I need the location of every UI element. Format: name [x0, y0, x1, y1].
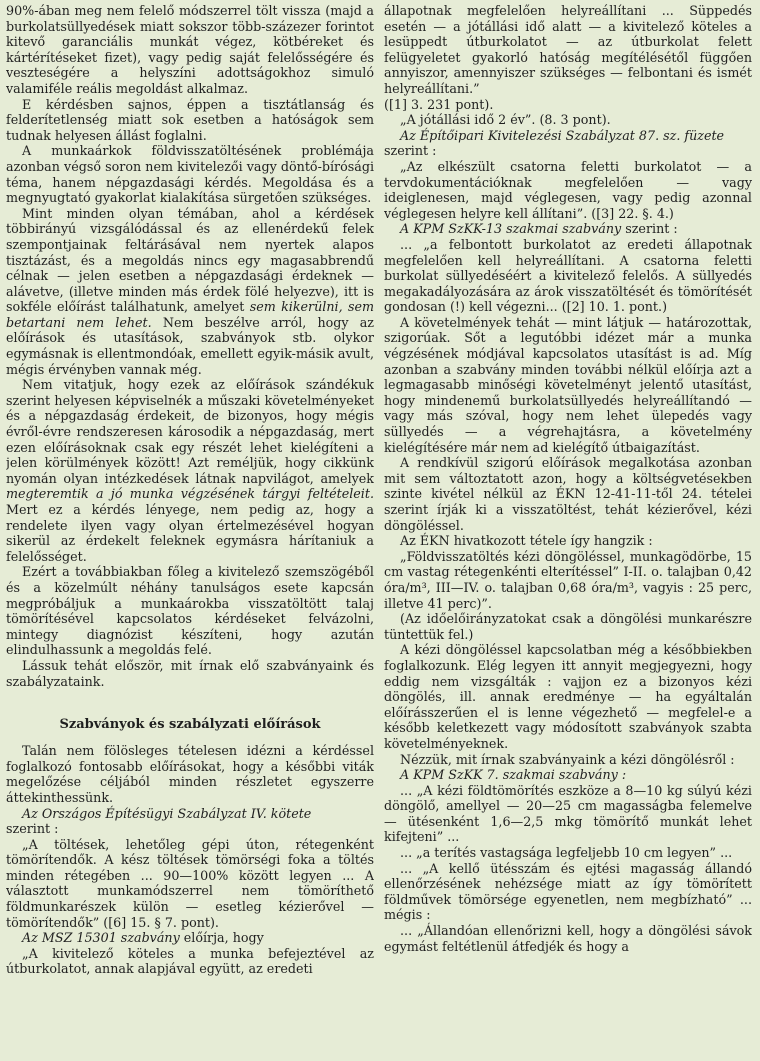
source-tail: előírja, hogy: [179, 930, 264, 946]
text-run: Mert ez a kérdés lényege, nem pedig az, hogy a rendelete ilyen vagy olyan értelmezésével hogyan sikerül az érdekelt feleknek egymásra hárítaniuk a felelősséget.: [6, 502, 374, 564]
source-line: [384, 128, 752, 144]
source-title: Az Építőipari Kivitelezési Szabályzat 87. sz. füzete: [400, 127, 725, 143]
source-tail: szerint :: [621, 221, 678, 237]
quotation: „A jótállási idő 2 év”. (8. 3 pont).: [400, 112, 611, 128]
left-column: [6, 3, 374, 1061]
text-run: Nem vitatjuk, hogy ezek az előírások szándékuk szerint helyesen képviselnék a műszaki követelményeket és a népgazdaság érdekeit, de bizonyos, hogy mégis évről-évre rendszeresen károsodik a népgazdaság, mert ezen előírásoknak csak egy részét lehet kielégíteni a jelen körülmények között! Azt reméljük, hogy cikkünk nyomán olyan intézkedések látnak napvilágot, amelyek: [6, 377, 374, 486]
paragraph: [6, 377, 374, 564]
source-tail: szerint :: [384, 143, 437, 159]
emphasis-text: sem kikerülni, sem betartani nem lehet.: [6, 299, 374, 330]
paragraph: 90%-ában meg nem felelő módszerrel tölt vissza (majd a burkolatsüllyedések miatt sokszor több-százezer forintot kitevő garanciális munkát végez, kötbéreket és kártérítéseket fizet), vagy pedig saját felelősségére és veszteségére a helyszíni adottságokhoz simuló valamiféle reális megoldást alkalmaz.: [6, 3, 374, 96]
paragraph: A kézi döngöléssel kapcsolatban még a későbbiekben foglalkozunk. Elég legyen itt annyit megjegyezni, hogy eddig nem vizsgálták : vajjon ez a bizonyos kézi döngölés, ill. annak eredménye — ha egyáltalán előírásszerűen el is lenne végezhető — megfelel-e a később keletkezett vagy módosított szabványok szabta követelményeknek.: [384, 642, 752, 751]
paragraph: [6, 206, 374, 378]
source-tail: szerint :: [6, 821, 59, 837]
section-heading: Szabványok és szabályzati előírások: [59, 717, 321, 733]
quotation: ... „Állandóan ellenőrizni kell, hogy a döngölési sávok egymást feltétlenül átfedjék és hogy a: [384, 923, 752, 954]
quotation: állapotnak megfelelően helyreállítani ... Süppedés esetén — a jótállási idő alatt — a kivitelező köteles a lesüppedt útburkolatot — az útburkolat felett felügyeletet gyakorló hatóság megítélésétől függően annyiszor, amennyiszer szükséges — felbontani és ismét helyreállítani.”: [384, 3, 752, 96]
quotation: ... „a felbontott burkolatot az eredeti állapotnak megfelelően kell helyreállítani. A csatorna feletti burkolat süllyedéséért a kivitelező felelős. A süllyedés megakadályozására az árok visszatöltését és tömörítését gondosan (!) kell végezni... ([2] 10. 1. pont.): [384, 236, 752, 315]
source-line: [6, 930, 374, 946]
quotation: „Az elkészült csatorna feletti burkolatot — a tervdokumentációknak megfelelően — vagy ideiglenesen, majd véglegesen, vagy pedig azonnal véglegesen helyre kell állítani”. ([3] 22. §. 4.): [384, 158, 752, 221]
source-title: A KPM SzKK 7. szakmai szabvány :: [400, 767, 627, 783]
quotation: ... „A kézi földtömörítés eszköze a 8—10 kg súlyú kézi döngölő, amellyel — 20—25 cm magasságba felemelve — ütésenként 1,6—2,5 mkg tömörítő munkát lehet kifejteni” ...: [384, 782, 752, 845]
source-line: [384, 767, 752, 783]
paragraph: Az ÉKN hivatkozott tétele így hangzik :: [400, 533, 653, 549]
paragraph: Ezért a továbbiakban főleg a kivitelező szemszögéből és a közelmúlt néhány tanulságos esete kapcsán megpróbáljuk a munkaárokba visszatöltött talaj tömörítésével kapcsolatos kérdéseket felvázolni, mintegy diagnózist készíteni, hogy azután elindulhassunk a megoldás felé.: [6, 564, 374, 658]
paragraph: E kérdésben sajnos, éppen a tisztátlanság és felderítetlenség miatt sok esetben a hatóságok sem tudnak helyesen állást foglalni.: [6, 96, 374, 143]
quotation: „A töltések, lehetőleg gépi úton, rétegenként tömörítendők. A kész töltések tömörségi foka a töltés minden rétegében ... 90—100% között legyen ... A választott munkamódszerrel nem tömöríthető földmunkarészek külön — esetleg kézierővel — tömörítendők” ([6] 15. § 7. pont).: [6, 836, 374, 930]
quotation: „A kivitelező köteles a munka befejeztével az útburkolatot, annak alapjával együtt, az eredeti: [6, 945, 374, 977]
quotation: „Földvisszatöltés kézi döngöléssel, munkagödörbe, 15 cm vastag rétegenkénti elterítéssel” I-II. o. talajban 0,42 óra/m³, III—IV. o. talajban 0,68 óra/m³, vagyis : 25 perc, illetve 41 perc)”.: [384, 548, 752, 611]
quotation: ... „A kellő ütésszám és ejtési magasság állandó ellenőrzésének nehézsége miatt az így tömörített földművek tömörsége egyenetlen, nem megbízható” ... mégis :: [384, 860, 752, 923]
text-run: Nem beszélve arról, hogy az előírások és utasítások, szabványok stb. olykor egymásnak is ellentmondóak, emellett egyik-másik avult, mégis érvényben vannak még.: [6, 314, 374, 377]
paragraph: A követelmények tehát — mint látjuk — határozottak, szigorúak. Sőt a legutóbbi idézet már a munka végzésének módjával kapcsolatos utasítást is ad. Míg azonban a szabvány minden további nélkül előírja azt a legmagasabb minőségi követelményt jelentő utasítást, hogy mindenemű burkolatsüllyedés helyreállítandó — vagy más szóval, hogy nem lehet ülepedés vagy süllyedés — a végrehajtásra, a követelmény kielégítésére már nem ad kielégítő útbaigazítást.: [384, 314, 752, 455]
source-title: Az MSZ 15301 szabvány: [22, 930, 180, 946]
text-run: Mint minden olyan témában, ahol a kérdések többirányú vizsgálódással és az ellenérdekű felek szempontjainak feltárásával nem nyertek alapos tisztázást, és a megoldás nincs egy magasabbrendű célnak — jelen esetben a népgazdasági érdeknek — alávetve, (illetve minden más érdek fölé helyezve), itt is sokféle előírást találhatunk, amelyet: [6, 205, 374, 315]
note: (Az időelőirányzatokat csak a döngölési munkarészre tüntettük fel.): [384, 611, 752, 642]
right-column: [384, 3, 752, 1061]
paragraph: Talán nem fölösleges tételesen idézni a kérdéssel foglalkozó fontosabb előírásokat, hogy a későbbi viták megelőzése céljából minden részletet egyszerre áttekinthessünk.: [6, 743, 374, 805]
reference: ([1] 3. 231 pont).: [384, 96, 494, 112]
paragraph: A munkaárkok földvisszatöltésének problémája azonban végső soron nem kivitelezői vagy döntő-bírósági téma, hanem népgazdasági kérdés. Megoldása és a megnyugtató gyakorlat kialakítása sürgetően szükséges.: [6, 143, 374, 206]
emphasis-text: megteremtik a jó munka végzésének tárgyi feltételeit.: [6, 486, 374, 502]
paragraph: Lássuk tehát először, mit írnak elő szabványaink és szabályzataink.: [6, 657, 374, 689]
source-line: [384, 221, 752, 237]
source-title: A KPM SzKK-13 szakmai szabvány: [400, 221, 622, 237]
source-title: Az Országos Építésügyi Szabályzat IV. kötete: [22, 805, 312, 821]
paragraph: Nézzük, mit írnak szabványaink a kézi döngölésről :: [400, 751, 735, 767]
source-line: [6, 806, 374, 822]
paragraph: A rendkívül szigorú előírások megalkotása azonban mit sem változtatott azon, hogy a költségvetésekben szinte kivétel nélkül az ÉKN 12-41-11-től 24. tételei szerint írják ki a visszatöltést, tehát kézierővel, kézi döngöléssel.: [384, 455, 752, 533]
quotation: ... „a terítés vastagsága legfeljebb 10 cm legyen” ...: [400, 845, 733, 861]
